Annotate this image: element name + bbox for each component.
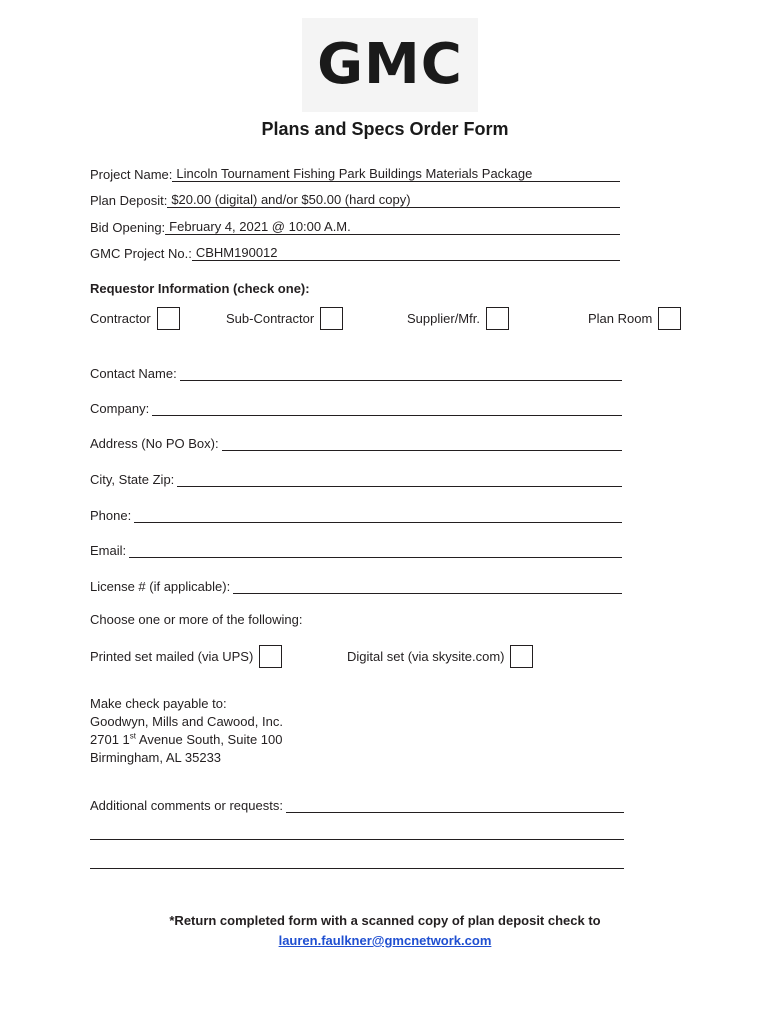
printed-set-checkbox[interactable]	[259, 645, 282, 668]
return-note: *Return completed form with a scanned copy of plan deposit check to	[169, 913, 601, 928]
sub-contractor-label: Sub-Contractor	[226, 311, 315, 326]
payment-company: Goodwyn, Mills and Cawood, Inc.	[90, 714, 283, 729]
payment-heading: Make check payable to:	[90, 696, 227, 711]
supplier-option	[407, 307, 509, 330]
plan-room-label: Plan Room	[588, 311, 653, 326]
contractor-checkbox[interactable]	[157, 307, 180, 330]
contact-name-field	[90, 363, 622, 381]
email-label: Email:	[90, 543, 127, 558]
comments-label: Additional comments or requests:	[90, 798, 283, 813]
supplier-checkbox[interactable]	[486, 307, 509, 330]
digital-set-option	[347, 645, 533, 668]
city-state-zip-input[interactable]	[177, 486, 622, 487]
bid-opening-value: February 4, 2021 @ 10:00 A.M.	[165, 219, 620, 235]
return-email-row	[0, 933, 770, 948]
contractor-label: Contractor	[90, 311, 151, 326]
contractor-option	[90, 307, 180, 330]
digital-set-checkbox[interactable]	[510, 645, 533, 668]
delivery-prompt: Choose one or more of the following:	[90, 612, 303, 627]
project-name-row	[90, 164, 620, 182]
city-state-zip-field	[90, 469, 622, 487]
payment-street: 2701 1st Avenue South, Suite 100	[90, 731, 283, 747]
company-field	[90, 398, 622, 416]
printed-set-label: Printed set mailed (via UPS)	[90, 649, 254, 664]
plan-deposit-value: $20.00 (digital) and/or $50.00 (hard copy)	[167, 192, 620, 208]
plan-deposit-label: Plan Deposit:	[90, 193, 168, 208]
sub-contractor-checkbox[interactable]	[320, 307, 343, 330]
payment-city: Birmingham, AL 35233	[90, 750, 222, 765]
comments-input[interactable]	[286, 812, 624, 813]
contact-name-label: Contact Name:	[90, 366, 177, 381]
phone-label: Phone:	[90, 508, 132, 523]
contact-name-input[interactable]	[180, 380, 622, 381]
plan-room-option	[588, 307, 681, 330]
phone-field	[90, 505, 622, 523]
return-email-link[interactable]: lauren.faulkner@gmcnetwork.com	[278, 933, 492, 948]
address-label: Address (No PO Box):	[90, 436, 219, 451]
supplier-label: Supplier/Mfr.	[407, 311, 480, 326]
gmc-project-no-label: GMC Project No.:	[90, 246, 192, 261]
email-field	[90, 540, 622, 558]
plan-deposit-row	[90, 190, 620, 208]
project-name-label: Project Name:	[90, 167, 173, 182]
company-input[interactable]	[152, 415, 622, 416]
city-state-zip-label: City, State Zip:	[90, 472, 175, 487]
plan-room-checkbox[interactable]	[658, 307, 681, 330]
comments-line-2[interactable]	[90, 839, 624, 840]
logo-text: GMC	[317, 32, 463, 97]
bid-opening-row	[90, 217, 620, 235]
printed-set-option	[90, 645, 282, 668]
address-input[interactable]	[222, 450, 622, 451]
address-field	[90, 433, 622, 451]
license-label: License # (if applicable):	[90, 579, 231, 594]
digital-set-label: Digital set (via skysite.com)	[347, 649, 505, 664]
comments-field	[90, 795, 624, 813]
sub-contractor-option	[226, 307, 343, 330]
license-input[interactable]	[233, 593, 622, 594]
gmc-project-no-row	[90, 243, 620, 261]
form-title: Plans and Specs Order Form	[261, 119, 509, 139]
project-name-value: Lincoln Tournament Fishing Park Buildings Materials Package	[172, 166, 620, 182]
license-field	[90, 576, 622, 594]
email-input[interactable]	[129, 557, 622, 558]
payment-address	[90, 695, 283, 767]
bid-opening-label: Bid Opening:	[90, 220, 166, 235]
comments-line-3[interactable]	[90, 868, 624, 869]
requestor-heading: Requestor Information (check one):	[90, 281, 310, 296]
gmc-project-no-value: CBHM190012	[192, 245, 620, 261]
phone-input[interactable]	[134, 522, 622, 523]
gmc-logo	[302, 18, 478, 112]
company-label: Company:	[90, 401, 150, 416]
